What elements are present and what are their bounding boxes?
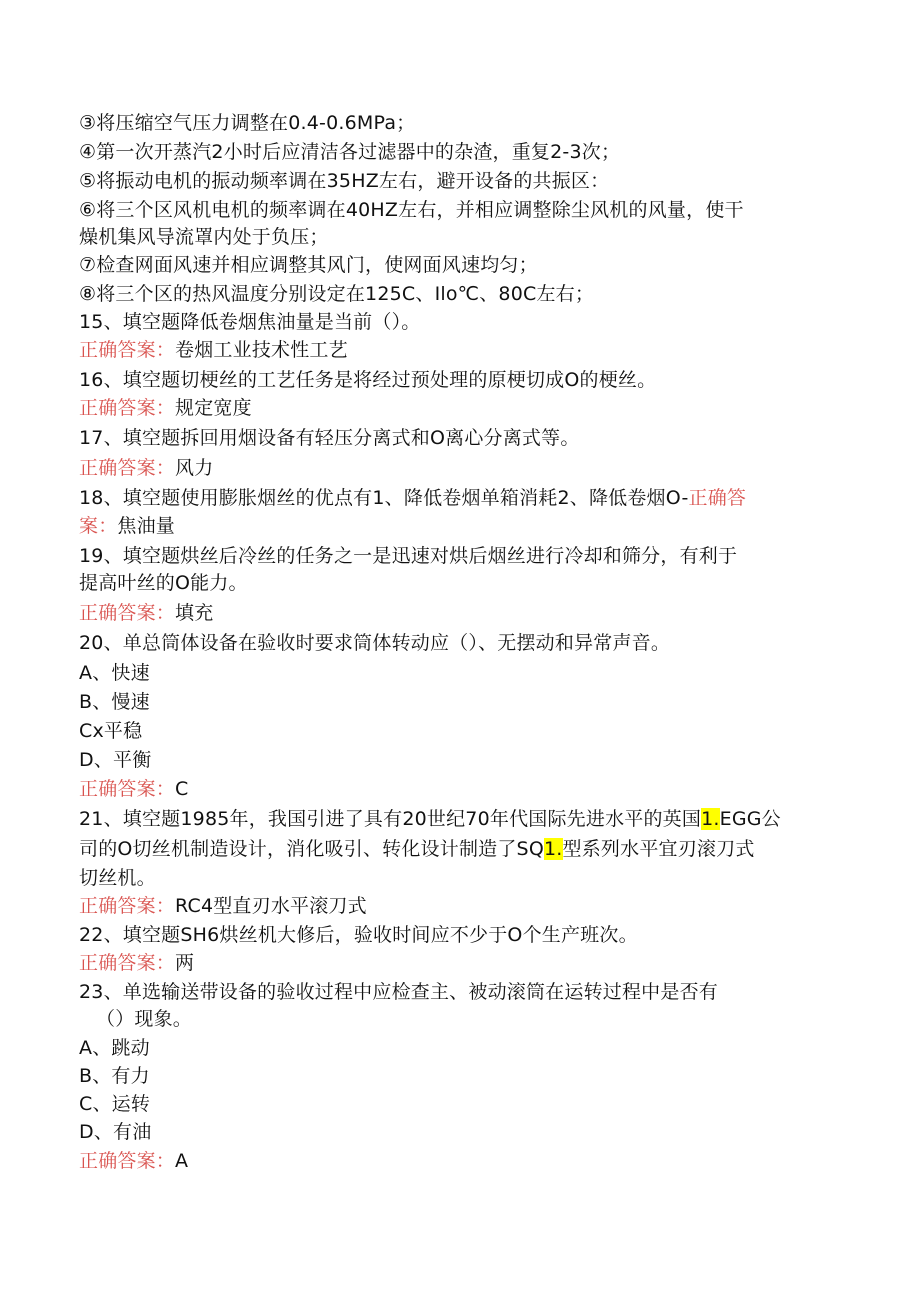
q20-option-b: B、慢速 xyxy=(79,691,150,713)
step-8: ⑧将三个区的热风温度分别设定在125C、Ilo℃、80C左右； xyxy=(79,283,595,305)
q16-question: 16、填空题切梗丝的工艺任务是将经过预处理的原梗切成O的梗丝。 xyxy=(79,369,657,391)
q21-answer xyxy=(79,893,367,919)
answer-value: C xyxy=(175,778,189,800)
answer-value: 两 xyxy=(175,952,195,974)
answer-label: 正确答案： xyxy=(79,339,176,361)
q19-line2: 提高叶丝的O能力。 xyxy=(79,572,248,594)
answer-label: 正确答案： xyxy=(79,602,176,624)
q23-option-c: C、运转 xyxy=(79,1093,151,1115)
q18-question: 18、填空题使用膨胀烟丝的优点有1、降低卷烟单箱消耗2、降低卷烟O-正确答 xyxy=(79,487,747,509)
answer-label-part1: 正确答 xyxy=(688,487,747,509)
q23-line1: 23、单选输送带设备的验收过程中应检查主、被动滚筒在运转过程中是否有 xyxy=(79,981,718,1003)
q20-option-c: Cx平稳 xyxy=(79,720,143,742)
answer-value: 规定宽度 xyxy=(175,397,252,419)
q22-answer xyxy=(79,950,194,976)
q18-answer xyxy=(79,513,175,539)
answer-value: 填充 xyxy=(175,602,214,624)
step-4: ④第一次开蒸汽2小时后应清洁各过滤器中的杂渣，重复2-3次； xyxy=(79,141,621,163)
q22-question: 22、填空题SH6烘丝机大修后，验收时间应不少于O个生产班次。 xyxy=(79,924,638,946)
step-7: ⑦检查网面风速并相应调整其风门，使网面风速均匀； xyxy=(79,254,538,276)
answer-label: 正确答案： xyxy=(79,457,176,479)
answer-value: RC4型直刃水平滚刀式 xyxy=(175,895,367,917)
answer-value: 风力 xyxy=(175,457,214,479)
q23-line2: （）现象。 xyxy=(96,1008,193,1030)
highlight-mark: 1. xyxy=(701,808,720,830)
step-6-line1: ⑥将三个区风机电机的频率调在40HZ左右，并相应调整除尘风机的风量，使干 xyxy=(79,199,744,221)
q21-line3: 切丝机。 xyxy=(79,867,156,889)
q21-line2: 司的O切丝机制造设计，消化吸引、转化设计制造了SQ1.型系列水平宜刃滚刀式 xyxy=(79,838,755,860)
highlight-mark: 1. xyxy=(543,838,563,860)
q17-question: 17、填空题拆回用烟设备有轻压分离式和O离心分离式等。 xyxy=(79,427,580,449)
step-3: ③将压缩空气压力调整在0.4-0.6MPa； xyxy=(79,112,416,134)
q16-answer xyxy=(79,395,252,421)
answer-label: 正确答案： xyxy=(79,1150,176,1172)
q19-answer xyxy=(79,600,213,626)
q23-option-d: D、有油 xyxy=(79,1121,152,1143)
q23-option-b: B、有力 xyxy=(79,1065,150,1087)
q21-line1: 21、填空题1985年，我国引进了具有20世纪70年代国际先进水平的英国1.EGG公 xyxy=(79,808,781,830)
q23-option-a: A、跳动 xyxy=(79,1037,150,1059)
step-5: ⑤将振动电机的振动频率调在35HZ左右，避开设备的共振区： xyxy=(79,170,610,192)
step-6-line2: 燥机集风导流罩内处于负压； xyxy=(79,226,329,248)
q17-answer xyxy=(79,455,213,481)
q20-answer xyxy=(79,776,188,802)
answer-label: 正确答案： xyxy=(79,778,176,800)
answer-label: 正确答案： xyxy=(79,397,176,419)
q20-question: 20、单总筒体设备在验收时要求筒体转动应（）、无摆动和异常声音。 xyxy=(79,632,671,654)
q20-option-a: A、快速 xyxy=(79,662,150,684)
q19-line1: 19、填空题烘丝后冷丝的任务之一是迅速对烘后烟丝进行冷却和筛分，有利于 xyxy=(79,545,738,567)
answer-value: 焦油量 xyxy=(117,515,176,537)
q20-option-d: D、平衡 xyxy=(79,749,152,771)
answer-value: 卷烟工业技术性工艺 xyxy=(175,339,348,361)
answer-label: 正确答案： xyxy=(79,895,176,917)
answer-label: 正确答案： xyxy=(79,952,176,974)
answer-value: A xyxy=(175,1150,189,1172)
answer-label-part2: 案： xyxy=(79,515,118,537)
q15-question: 15、填空题降低卷烟焦油量是当前（）。 xyxy=(79,311,421,333)
q15-answer xyxy=(79,337,348,363)
q23-answer xyxy=(79,1148,188,1174)
